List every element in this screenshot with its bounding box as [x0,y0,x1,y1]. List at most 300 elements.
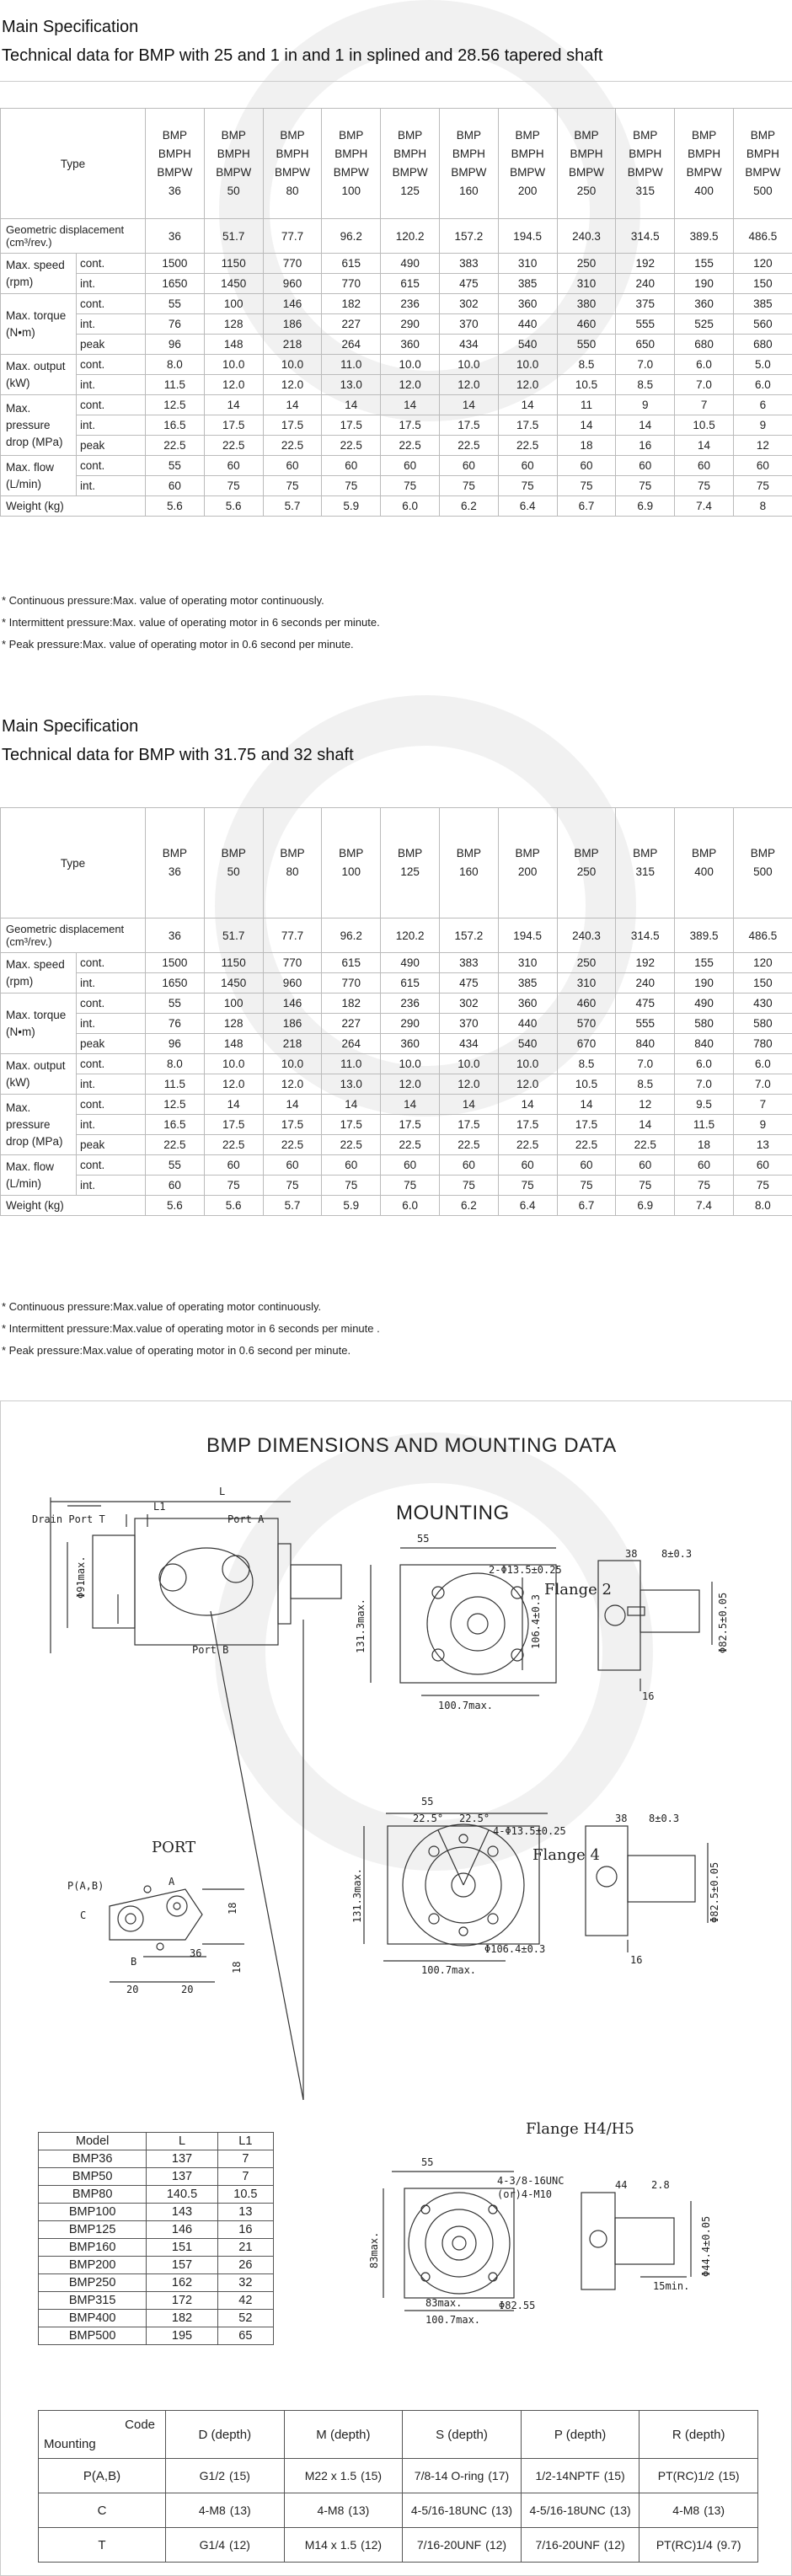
length-cell: BMP80 [39,2186,147,2204]
port-c: C [80,1909,87,1921]
weight-value: 6.4 [498,1196,557,1216]
displacement-value: 486.5 [733,219,792,254]
cell-value: 10.0 [439,1054,498,1074]
cell-value: 75 [675,476,734,496]
section1-title: Main Specification [2,18,139,36]
cell-value: 10.0 [204,1054,263,1074]
cell-value: 17.5 [263,1115,322,1135]
model-line: BMP [456,847,482,860]
model-line: BMP [280,847,305,860]
cell-value: 190 [675,973,734,993]
model-line: BMP [750,847,775,860]
model-line: BMPW [274,166,310,179]
cell-value: 100 [204,294,263,314]
cell-value: 75 [204,1176,263,1196]
model-line: BMPH [746,147,779,160]
cell-value: 60 [381,456,440,476]
length-cell: BMP200 [39,2257,147,2274]
displacement-value: 314.5 [616,918,675,953]
cell-value: 6.0 [733,1054,792,1074]
model-line: BMP [456,129,482,142]
dim-1007a: 100.7max. [438,1700,494,1711]
group-label: Max. pressure drop (MPa) [1,1095,77,1155]
cell-value: 12.0 [381,375,440,395]
model-header [381,808,440,918]
cell-value: 250 [557,953,616,973]
cell-value: 11.0 [322,1054,381,1074]
model-header [557,808,616,918]
cell-value: 55 [146,993,205,1014]
code-row-label: T [39,2528,166,2563]
cell-value: 8.5 [557,355,616,375]
cell-value: 550 [557,335,616,355]
weight-value: 5.6 [146,1196,205,1216]
model-line: BMPW [568,166,604,179]
weight-value: 8 [733,496,792,517]
code-value: 4-M8 [198,2504,226,2517]
code-cell [166,2493,285,2528]
model-line: BMP [633,129,658,142]
length-cell: 13 [217,2204,273,2221]
flangeh-side-view [581,2193,691,2289]
thread-2: (or)4-M10 [497,2188,553,2200]
cell-value: 310 [557,973,616,993]
model-line: BMPW [510,166,546,179]
model-line: BMP [339,847,364,860]
section1-subtitle: Technical data for BMP with 25 and 1 in and 1 in splined and 28.56 tapered shaft [2,46,603,65]
cell-value: 475 [616,993,675,1014]
cell-value: 150 [733,973,792,993]
cell-value: 60 [381,1155,440,1176]
cell-value: 14 [381,1095,440,1115]
cell-value: 1650 [146,274,205,294]
cell-value: 615 [322,953,381,973]
code-depth: (15) [229,2469,250,2482]
cell-value: 8.0 [146,1054,205,1074]
sub-label: cont. [77,294,146,314]
length-cell: 10.5 [217,2186,273,2204]
sub-label: peak [77,1135,146,1155]
displacement-value: 36 [146,219,205,254]
model-line: 400 [694,865,714,878]
displacement-value: 389.5 [675,918,734,953]
sub-label: cont. [77,1095,146,1115]
model-line: BMP [397,129,423,142]
note-line: * Continuous pressure:Max.value of operating motor continuously. [2,1300,322,1313]
cell-value: 385 [498,274,557,294]
cell-value: 490 [381,953,440,973]
cell-value: 11.5 [146,1074,205,1095]
group-label: Max. speed (rpm) [1,953,77,993]
cell-value: 475 [439,274,498,294]
code-header: S (depth) [403,2411,522,2459]
dim-d825b: Φ82.5±0.05 [709,1861,720,1923]
cell-value: 380 [557,294,616,314]
cell-value: 22.5 [204,436,263,456]
angle-2: 22.5° [459,1813,490,1824]
cell-value: 14 [557,415,616,436]
cell-value: 100 [204,993,263,1014]
cell-value: 75 [204,476,263,496]
length-cell: BMP500 [39,2327,147,2345]
cell-value: 840 [616,1034,675,1054]
cell-value: 60 [616,1155,675,1176]
displacement-value: 77.7 [263,219,322,254]
cell-value: 1150 [204,254,263,274]
displacement-value: 51.7 [204,918,263,953]
dim-1007b: 100.7max. [421,1964,477,1976]
model-line: BMPW [451,166,487,179]
corner-code: Code [125,2418,155,2432]
displacement-value: 120.2 [381,219,440,254]
cell-value: 55 [146,1155,205,1176]
cell-value: 17.5 [381,415,440,436]
displacement-value: 157.2 [439,918,498,953]
model-header [498,109,557,219]
sub-label: cont. [77,395,146,415]
model-line: BMPW [157,166,193,179]
cell-value: 60 [498,456,557,476]
cell-value: 75 [263,1176,322,1196]
cell-value: 14 [616,1115,675,1135]
cell-value: 22.5 [381,436,440,456]
cell-value: 75 [498,476,557,496]
cell-value: 615 [381,274,440,294]
cell-value: 840 [675,1034,734,1054]
sub-label: int. [77,973,146,993]
model-line: 125 [400,185,420,197]
cell-value: 22.5 [439,436,498,456]
cell-value: 650 [616,335,675,355]
model-header [204,808,263,918]
group-label: Max. torque (N•m) [1,294,77,355]
cell-value: 10.0 [381,1054,440,1074]
code-value: 7/16-20UNF [535,2538,600,2552]
model-line: 315 [635,185,656,197]
dim-L: L [219,1486,226,1497]
cell-value: 6 [733,395,792,415]
model-header [733,808,792,918]
model-line: BMPW [392,166,428,179]
group-label: Max. torque (N•m) [1,993,77,1054]
cell-value: 770 [263,254,322,274]
cell-value: 555 [616,1014,675,1034]
cell-value: 22.5 [381,1135,440,1155]
cell-value: 16.5 [146,1115,205,1135]
cell-value: 9 [616,395,675,415]
model-line: 250 [576,865,597,878]
length-cell: 172 [147,2292,217,2310]
code-depth: (13) [348,2504,370,2517]
length-cell: 7 [217,2168,273,2186]
code-depth: (13) [229,2504,251,2517]
cell-value: 60 [322,456,381,476]
cell-value: 12.0 [204,375,263,395]
sub-label: int. [77,415,146,436]
cell-value: 360 [381,1034,440,1054]
model-line: BMPW [745,166,781,179]
cell-value: 13.0 [322,375,381,395]
cell-value: 75 [733,476,792,496]
dim-38b: 38 [615,1813,628,1824]
code-corner [39,2411,166,2459]
code-value: M22 x 1.5 [304,2469,357,2482]
cell-value: 148 [204,1034,263,1054]
code-value: 4-5/16-18UNC [410,2504,488,2517]
mounting-title: MOUNTING [396,1502,510,1524]
cell-value: 383 [439,254,498,274]
displacement-value: 77.7 [263,918,322,953]
length-header: Model [39,2133,147,2150]
cell-value: 14 [439,1095,498,1115]
model-line: BMP [339,129,364,142]
length-cell: 146 [147,2221,217,2239]
code-cell [521,2459,639,2493]
code-cell [639,2459,758,2493]
port-a: A [169,1876,175,1888]
code-depth: (12) [485,2538,507,2552]
model-line: 160 [459,185,479,197]
model-line: BMPW [216,166,252,179]
code-row-label: C [39,2493,166,2528]
cell-value: 440 [498,1014,557,1034]
cell-value: 12.0 [439,1074,498,1095]
weight-value: 5.9 [322,496,381,517]
dim-1313b: 131.3max. [351,1867,363,1923]
code-cell [166,2528,285,2563]
dim-d825a: Φ82.5±0.05 [717,1592,729,1653]
model-line: BMPH [511,147,544,160]
cell-value: 60 [204,1155,263,1176]
sub-label: int. [77,476,146,496]
cell-value: 490 [675,993,734,1014]
model-header [557,109,616,219]
dim-36: 36 [190,1947,202,1959]
cell-value: 60 [263,456,322,476]
code-cell [639,2493,758,2528]
length-cell: BMP50 [39,2168,147,2186]
weight-value: 6.0 [381,496,440,517]
dim-d4445: Φ44.4±0.05 [700,2215,712,2277]
cell-value: 14 [381,395,440,415]
cell-value: 17.5 [439,1115,498,1135]
cell-value: 22.5 [498,436,557,456]
cell-value: 555 [616,314,675,335]
model-line: BMPW [627,166,663,179]
cell-value: 17.5 [204,1115,263,1135]
cell-value: 76 [146,1014,205,1034]
cell-value: 770 [263,953,322,973]
cell-value: 770 [322,973,381,993]
cell-value: 12 [733,436,792,456]
sub-label: cont. [77,355,146,375]
cell-value: 290 [381,314,440,335]
note-line: * Peak pressure:Max.value of operating motor in 0.6 second per minute. [2,1344,351,1357]
model-line: BMPH [570,147,603,160]
displacement-value: 36 [146,918,205,953]
code-cell [284,2493,403,2528]
cell-value: 14 [557,1095,616,1115]
model-line: BMP [633,847,658,860]
sub-label: int. [77,314,146,335]
sub-label: int. [77,1115,146,1135]
cell-value: 96 [146,1034,205,1054]
cell-value: 75 [322,1176,381,1196]
section2-title: Main Specification [2,717,139,736]
drain-port-label: Drain Port T [32,1513,105,1525]
dim-83b: 83max. [425,2297,463,2309]
cell-value: 460 [557,993,616,1014]
cell-value: 14 [204,1095,263,1115]
cell-value: 14 [498,1095,557,1115]
cell-value: 264 [322,1034,381,1054]
model-line: 315 [635,865,656,878]
note-line: * Continuous pressure:Max. value of operating motor continuously. [2,594,324,607]
code-cell [284,2528,403,2563]
cell-value: 10.0 [439,355,498,375]
weight-value: 6.9 [616,496,675,517]
cell-value: 5.0 [733,355,792,375]
dim-L1: L1 [153,1501,166,1513]
code-header: R (depth) [639,2411,758,2459]
length-cell: 21 [217,2239,273,2257]
code-cell [521,2493,639,2528]
code-value: 7/8-14 O-ring [414,2469,484,2482]
model-header [146,808,205,918]
cell-value: 1500 [146,254,205,274]
displacement-label: Geometric displacement (cm³/rev.) [1,219,146,254]
cell-value: 22.5 [322,1135,381,1155]
group-label: Max. output (kW) [1,355,77,395]
cell-value: 310 [498,254,557,274]
cell-value: 182 [322,993,381,1014]
cell-value: 10.5 [675,415,734,436]
sub-label: peak [77,1034,146,1054]
cell-value: 75 [439,1176,498,1196]
cell-value: 18 [675,1135,734,1155]
cell-value: 8.5 [557,1054,616,1074]
code-depth: (13) [491,2504,513,2517]
cell-value: 780 [733,1034,792,1054]
sub-label: int. [77,1074,146,1095]
cell-value: 9.5 [675,1095,734,1115]
cell-value: 17.5 [381,1115,440,1135]
cell-value: 540 [498,335,557,355]
weight-value: 5.9 [322,1196,381,1216]
displacement-value: 194.5 [498,918,557,953]
cell-value: 60 [616,456,675,476]
cell-value: 525 [675,314,734,335]
cell-value: 460 [557,314,616,335]
divider [0,81,792,82]
length-cell: BMP160 [39,2239,147,2257]
cell-value: 12.0 [263,1074,322,1095]
displacement-value: 194.5 [498,219,557,254]
cell-value: 146 [263,294,322,314]
corner-mounting: Mounting [44,2437,96,2451]
cell-value: 227 [322,1014,381,1034]
length-cell: BMP125 [39,2221,147,2239]
dim-55a: 55 [417,1533,430,1545]
code-depth: (13) [704,2504,725,2517]
cell-value: 17.5 [557,1115,616,1135]
group-label: Max. pressure drop (MPa) [1,395,77,456]
cell-value: 12.0 [498,375,557,395]
cell-value: 475 [439,973,498,993]
cell-value: 430 [733,993,792,1014]
cell-value: 13 [733,1135,792,1155]
displacement-value: 120.2 [381,918,440,953]
motor-side-view [51,1497,341,2100]
cell-value: 12.0 [498,1074,557,1095]
cell-value: 75 [439,476,498,496]
cell-value: 60 [146,476,205,496]
cell-value: 434 [439,335,498,355]
cell-value: 120 [733,953,792,973]
cell-value: 182 [322,294,381,314]
model-line: 100 [341,185,361,197]
cell-value: 7.0 [616,1054,675,1074]
dim-20b: 20 [181,1984,194,1995]
dim-8b: 8±0.3 [649,1813,680,1824]
cell-value: 76 [146,314,205,335]
model-header [263,808,322,918]
model-line: 200 [517,185,538,197]
spec-table-2 [0,807,792,1216]
weight-value: 6.0 [381,1196,440,1216]
model-header [439,808,498,918]
cell-value: 60 [439,1155,498,1176]
length-cell: 140.5 [147,2186,217,2204]
cell-value: 22.5 [204,1135,263,1155]
cell-value: 17.5 [322,415,381,436]
code-depth: (15) [361,2469,383,2482]
length-cell: 151 [147,2239,217,2257]
cell-value: 7.0 [675,375,734,395]
cell-value: 22.5 [263,1135,322,1155]
cell-value: 12.0 [204,1074,263,1095]
cell-value: 60 [675,1155,734,1176]
dim-18a: 18 [227,1902,238,1915]
cell-value: 434 [439,1034,498,1054]
model-header [263,109,322,219]
sub-label: cont. [77,993,146,1014]
cell-value: 55 [146,456,205,476]
cell-value: 11.5 [675,1115,734,1135]
cell-value: 22.5 [263,436,322,456]
cell-value: 14 [439,395,498,415]
sub-label: peak [77,335,146,355]
model-line: BMP [691,847,717,860]
weight-value: 6.7 [557,1196,616,1216]
code-depth: (12) [361,2538,383,2552]
model-line: 80 [286,185,299,197]
code-value: 4-M8 [672,2504,700,2517]
cell-value: 360 [381,335,440,355]
cell-value: 236 [381,294,440,314]
cell-value: 10.0 [263,355,322,375]
cell-value: 7 [733,1095,792,1115]
model-line: 50 [227,185,240,197]
model-line: 400 [694,185,714,197]
weight-value: 8.0 [733,1196,792,1216]
cell-value: 75 [616,1176,675,1196]
code-cell [284,2459,403,2493]
model-header [675,808,734,918]
cell-value: 75 [557,476,616,496]
code-cell [403,2528,522,2563]
code-depth: (15) [603,2469,625,2482]
